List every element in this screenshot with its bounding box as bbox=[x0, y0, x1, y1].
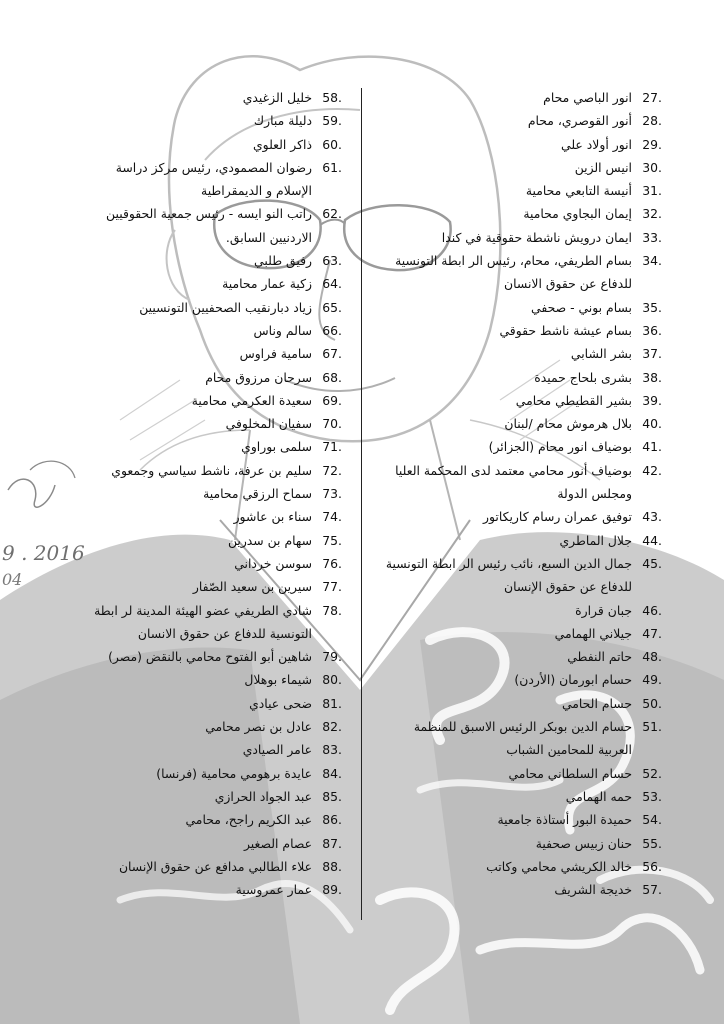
list-item-number: 73. bbox=[322, 486, 342, 502]
list-item bbox=[380, 412, 662, 435]
list-item-name: دليلة مبارك bbox=[253, 113, 312, 129]
list-item-number: 45. bbox=[642, 555, 662, 571]
list-item-name: جمال الدين السبع، نائب رئيس الر ابطة التونسية للدفاع عن حقوق الإنسان bbox=[385, 555, 632, 595]
list-item bbox=[380, 855, 662, 878]
list-item bbox=[84, 668, 342, 691]
list-item bbox=[380, 668, 662, 691]
list-item bbox=[84, 459, 342, 482]
list-item-number: 30. bbox=[642, 159, 662, 175]
list-item-number: 57. bbox=[642, 882, 662, 898]
list-item bbox=[84, 529, 342, 552]
list-item-name: عمار عمروسية bbox=[235, 882, 312, 898]
list-item-number: 42. bbox=[642, 462, 662, 478]
list-item-name: إيمان البجاوي محامية bbox=[523, 206, 632, 222]
list-item-name: سناء بن عاشور bbox=[233, 509, 312, 525]
list-item bbox=[380, 762, 662, 785]
list-item bbox=[84, 342, 342, 365]
list-item bbox=[84, 832, 342, 855]
list-item-name: علاء الطالبي مدافع عن حقوق الإنسان bbox=[118, 858, 312, 874]
list-item bbox=[84, 366, 342, 389]
list-item-name: حاتم النفطي bbox=[567, 649, 632, 665]
list-item bbox=[84, 272, 342, 295]
list-item bbox=[380, 342, 662, 365]
list-item-name: شيماء بوهلال bbox=[244, 672, 312, 688]
signatories-list-left bbox=[84, 86, 342, 901]
list-item-number: 36. bbox=[642, 322, 662, 338]
list-item bbox=[380, 692, 662, 715]
list-item bbox=[380, 109, 662, 132]
list-item-number: 61. bbox=[322, 159, 342, 175]
list-item-number: 79. bbox=[322, 649, 342, 665]
list-item-number: 62. bbox=[322, 206, 342, 222]
list-item-number: 49. bbox=[642, 672, 662, 688]
list-item-name: سلمى بوراوي bbox=[241, 439, 312, 455]
list-item-name: زكية عمار محامية bbox=[222, 276, 312, 292]
list-item bbox=[84, 855, 342, 878]
list-item-number: 35. bbox=[642, 299, 662, 315]
list-item-name: راتب النو ايسه - رئيس جمعية الحقوقيين الاردنيين السابق. bbox=[106, 206, 312, 245]
list-item bbox=[380, 808, 662, 831]
list-item-name: انيس الزين bbox=[574, 159, 632, 175]
list-item-name: سهام بن سدرين bbox=[227, 532, 312, 548]
list-item-number: 31. bbox=[642, 183, 662, 199]
list-item-number: 84. bbox=[322, 765, 342, 781]
signature-subdate-text: 04 bbox=[2, 570, 23, 589]
list-item bbox=[84, 249, 342, 272]
list-item bbox=[380, 435, 662, 458]
list-item-number: 37. bbox=[642, 346, 662, 362]
list-item-number: 60. bbox=[322, 136, 342, 152]
list-item bbox=[380, 319, 662, 342]
list-item bbox=[84, 878, 342, 901]
list-item-number: 71. bbox=[322, 439, 342, 455]
list-item-number: 53. bbox=[642, 788, 662, 804]
list-item bbox=[380, 389, 662, 412]
list-item-name: شادي الطريفي عضو الهيئة المدينة لر ابطة التونسية للدفاع عن حقوق الانسان bbox=[94, 602, 312, 641]
list-item bbox=[380, 552, 662, 599]
list-item-name: سوسن خرداني bbox=[234, 555, 312, 571]
list-item bbox=[84, 296, 342, 319]
list-item-name: سامية فراوس bbox=[239, 346, 312, 362]
list-item bbox=[380, 366, 662, 389]
list-item-number: 55. bbox=[642, 835, 662, 851]
list-item bbox=[84, 738, 342, 761]
list-item-name: حسام السلطاني محامي bbox=[508, 765, 632, 781]
list-item-name: حسام ابورمان (الأردن) bbox=[514, 672, 632, 688]
list-item-name: زياد دبارنقيب الصحفيين التونسيين bbox=[139, 299, 312, 315]
list-item-number: 56. bbox=[642, 858, 662, 874]
list-item bbox=[84, 785, 342, 808]
list-item-number: 41. bbox=[642, 439, 662, 455]
list-item-name: ذاكر العلوي bbox=[252, 136, 312, 152]
list-item-number: 48. bbox=[642, 649, 662, 665]
list-item-number: 27. bbox=[642, 90, 662, 105]
list-item-number: 81. bbox=[322, 695, 342, 711]
list-item-number: 83. bbox=[322, 742, 342, 758]
list-item-name: بسام الطريفي، محام، رئيس الر ابطة التونسية للدفاع عن حقوق الانسان bbox=[395, 253, 632, 292]
list-item bbox=[84, 575, 342, 598]
list-item-name: حمه الهمامي bbox=[565, 788, 632, 804]
list-item-name: سيرين بن سعيد الصّفار bbox=[192, 579, 312, 595]
list-item-name: سماح الرزقي محامية bbox=[203, 486, 312, 502]
list-item-number: 76. bbox=[322, 555, 342, 571]
list-item-name: رضوان المصمودي، رئيس مركز دراسة الإسلام و الديمقراطية bbox=[115, 159, 312, 199]
list-item-name: سرحان مرزوق محام bbox=[205, 369, 312, 385]
list-item bbox=[380, 785, 662, 808]
list-item bbox=[84, 86, 342, 109]
list-item-number: 88. bbox=[322, 858, 342, 874]
list-item-number: 50. bbox=[642, 695, 662, 711]
list-item-number: 77. bbox=[322, 579, 342, 595]
list-item bbox=[380, 202, 662, 225]
list-item-number: 89. bbox=[322, 882, 342, 898]
list-item-name: بشير القطيطي محامي bbox=[515, 392, 632, 408]
list-item-name: أنيسة التابعي محامية bbox=[525, 183, 632, 199]
list-item-number: 64. bbox=[322, 276, 342, 292]
list-item-name: حسام الدين بوبكر الرئيس الاسبق للمنظمة العربية للمحامين الشباب bbox=[413, 719, 632, 758]
list-item-name: انور أولاد علي bbox=[561, 136, 632, 152]
list-item-number: 32. bbox=[642, 206, 662, 222]
list-item-number: 75. bbox=[322, 532, 342, 548]
list-item bbox=[84, 133, 342, 156]
list-item-number: 68. bbox=[322, 369, 342, 385]
list-item-number: 63. bbox=[322, 253, 342, 269]
signature-date-text: 9 . 2016 bbox=[2, 541, 85, 565]
list-item-number: 34. bbox=[642, 253, 662, 269]
list-item bbox=[84, 762, 342, 785]
list-item-name: ايمان درويش ناشطة حقوقية في كندا bbox=[441, 229, 632, 245]
list-item-name: حسام الحامي bbox=[561, 695, 632, 711]
list-item-name: عادل بن نصر محامي bbox=[205, 719, 312, 735]
list-item-name: عامر الصيادي bbox=[242, 742, 312, 758]
list-item-number: 80. bbox=[322, 672, 342, 688]
list-item-name: انور الباصي محام bbox=[543, 90, 632, 105]
list-item-number: 46. bbox=[642, 602, 662, 618]
list-item-number: 47. bbox=[642, 625, 662, 641]
list-item bbox=[380, 226, 662, 249]
list-item-name: بوضياف أنور محامي معتمد لدى المحكمة العليا ومجلس الدولة bbox=[395, 462, 632, 502]
list-item-name: بشر الشابي bbox=[570, 346, 632, 362]
list-item bbox=[84, 505, 342, 528]
list-item-number: 72. bbox=[322, 462, 342, 478]
list-item bbox=[84, 389, 342, 412]
list-item bbox=[84, 109, 342, 132]
list-item bbox=[84, 482, 342, 505]
list-item-number: 70. bbox=[322, 416, 342, 432]
list-item-number: 74. bbox=[322, 509, 342, 525]
list-item-name: جبان قرارة bbox=[575, 602, 632, 618]
list-item-name: بوضياف انور محام (الجزائر) bbox=[488, 439, 632, 455]
list-item bbox=[84, 319, 342, 342]
list-item bbox=[84, 435, 342, 458]
list-item-name: بسام عيشة ناشط حقوقي bbox=[499, 322, 632, 338]
list-item-number: 67. bbox=[322, 346, 342, 362]
list-item-number: 51. bbox=[642, 719, 662, 735]
list-item bbox=[380, 622, 662, 645]
list-item bbox=[84, 645, 342, 668]
list-item bbox=[380, 832, 662, 855]
list-item-name: خليل الزغيدي bbox=[242, 90, 312, 105]
list-item-number: 39. bbox=[642, 392, 662, 408]
list-item-number: 52. bbox=[642, 765, 662, 781]
list-item-name: خديجة الشريف bbox=[554, 882, 632, 898]
list-item-name: حميدة البور أستاذة جامعية bbox=[497, 812, 632, 828]
list-item bbox=[380, 645, 662, 668]
list-item bbox=[380, 86, 662, 109]
list-item bbox=[380, 296, 662, 319]
list-item bbox=[380, 599, 662, 622]
list-item-number: 29. bbox=[642, 136, 662, 152]
list-item bbox=[380, 715, 662, 762]
column-divider bbox=[361, 88, 362, 920]
list-item-number: 40. bbox=[642, 416, 662, 432]
list-item-name: بلال هرموش محام /لبنان bbox=[504, 416, 632, 432]
list-item bbox=[84, 808, 342, 831]
list-item-number: 28. bbox=[642, 113, 662, 129]
list-item-name: عصام الصغير bbox=[243, 835, 312, 851]
list-item bbox=[84, 202, 342, 249]
list-item-number: 66. bbox=[322, 322, 342, 338]
list-item-number: 85. bbox=[322, 788, 342, 804]
list-item-name: جيلاني الهمامي bbox=[554, 625, 632, 641]
list-item bbox=[84, 156, 342, 203]
list-item bbox=[84, 552, 342, 575]
list-item-number: 33. bbox=[642, 229, 662, 245]
list-item bbox=[380, 156, 662, 179]
list-item-name: بسام بوني - صحفي bbox=[531, 299, 632, 315]
list-item-number: 65. bbox=[322, 299, 342, 315]
list-item-name: سالم وناس bbox=[253, 322, 312, 338]
list-item-number: 58. bbox=[322, 90, 342, 105]
list-item-number: 87. bbox=[322, 835, 342, 851]
list-item-number: 78. bbox=[322, 602, 342, 618]
list-item-name: عايدة برهومي محامية (فرنسا) bbox=[156, 765, 312, 781]
list-item bbox=[380, 179, 662, 202]
list-item bbox=[380, 249, 662, 296]
list-item bbox=[84, 412, 342, 435]
list-item-number: 44. bbox=[642, 532, 662, 548]
list-item-name: أنور القوصري، محام bbox=[527, 113, 632, 129]
list-item-name: شاهين أبو الفتوح محامي بالنقض (مصر) bbox=[108, 649, 312, 665]
list-item-number: 43. bbox=[642, 509, 662, 525]
list-item bbox=[380, 133, 662, 156]
list-item-number: 59. bbox=[322, 113, 342, 129]
list-item-name: عبد الجواد الحرازي bbox=[214, 788, 312, 804]
list-item bbox=[84, 715, 342, 738]
list-item bbox=[380, 878, 662, 901]
list-item bbox=[84, 692, 342, 715]
list-item-name: خالد الكريشي محامي وكاتب bbox=[486, 858, 632, 874]
signatories-list-right bbox=[380, 86, 662, 901]
list-item bbox=[380, 459, 662, 506]
list-item bbox=[380, 505, 662, 528]
list-item-name: رفيق طلبي bbox=[254, 253, 312, 269]
list-item-name: جلال الماطري bbox=[559, 532, 632, 548]
list-item-name: عبد الكريم راجح، محامي bbox=[185, 812, 312, 828]
list-item-name: سليم بن عرفة، ناشط سياسي وجمعوي bbox=[111, 462, 312, 478]
list-item-number: 82. bbox=[322, 719, 342, 735]
list-item-name: حنان زبيس صحفية bbox=[535, 835, 632, 851]
list-item bbox=[84, 599, 342, 646]
list-item-name: بشرى بلحاج حميدة bbox=[534, 369, 632, 385]
list-item-number: 38. bbox=[642, 369, 662, 385]
list-item bbox=[380, 529, 662, 552]
list-item-name: ضحى عيادي bbox=[249, 695, 312, 711]
list-item-number: 54. bbox=[642, 812, 662, 828]
list-item-name: توفيق عمران رسام كاريكاتور bbox=[483, 509, 632, 525]
list-item-name: سعيدة العكرمي محامية bbox=[191, 392, 312, 408]
list-item-number: 86. bbox=[322, 812, 342, 828]
list-item-number: 69. bbox=[322, 392, 342, 408]
list-item-name: سفيان المخلوفي bbox=[225, 416, 312, 432]
